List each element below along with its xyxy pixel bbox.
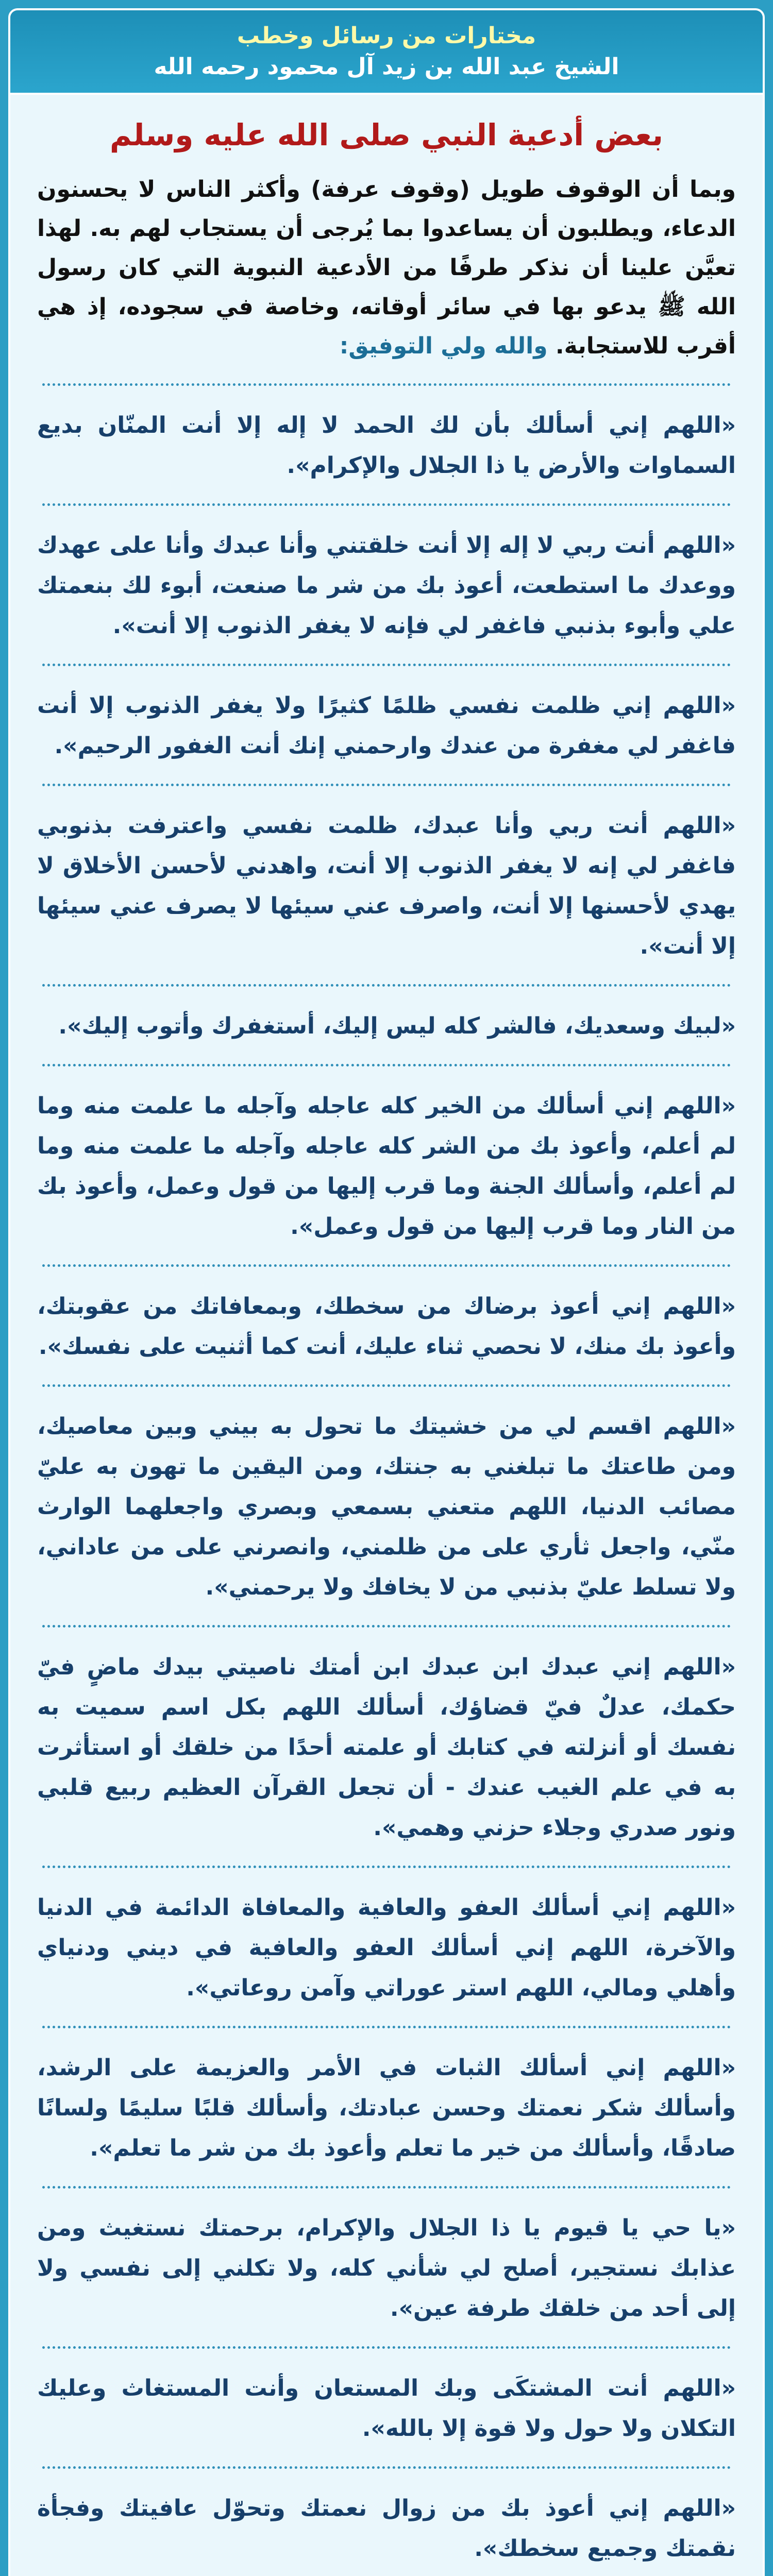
intro-paragraph bbox=[37, 170, 736, 366]
dua-item: «اللهم إني أعوذ بك من زوال نعمتك وتحوّل عافيتك وفجأة نقمتك وجميع سخطك». bbox=[37, 2495, 736, 2562]
dua-item: «اللهم أنت ربي لا إله إلا أنت خلقتني وأنا عبدك وأنا على عهدك ووعدك ما استطعت، أعوذ بك من شر ما صنعت، أبوء لك بنعمتك علي وأبوء بذنبي فاغفر لي فإنه لا يغفر الذنوب إلا أنت». bbox=[37, 532, 736, 639]
header-banner bbox=[10, 10, 763, 95]
divider bbox=[42, 1625, 731, 1628]
dua-item: «اللهم إني ظلمت نفسي ظلمًا كثيرًا ولا يغفر الذنوب إلا أنت فاغفر لي مغفرة من عندك وارحمني إنك أنت الغفور الرحيم». bbox=[37, 692, 736, 759]
divider bbox=[42, 2186, 731, 2189]
intro-tail: والله ولي التوفيق: bbox=[339, 333, 556, 359]
divider bbox=[42, 2466, 731, 2469]
page-title: بعض أدعية النبي صلى الله عليه وسلم bbox=[110, 117, 663, 152]
dua-item: «اللهم إني أسألك من الخير كله عاجله وآجله ما علمت منه وما لم أعلم، وأعوذ بك من الشر كله عاجله وآجله ما علمت منه وما لم أعلم، وأسألك الجنة وما قرب إليها من قول وعمل، وأعوذ بك من النار وما قرب إليها من قول وعمل». bbox=[37, 1093, 736, 1240]
divider bbox=[42, 1264, 731, 1267]
dua-item: «اللهم إني أسألك العفو والعافية والمعافاة الدائمة في الدنيا والآخرة، اللهم إني أسألك العفو والعافية في ديني ودنياي وأهلي ومالي، اللهم استر عوراتي وآمن روعاتي». bbox=[37, 1894, 736, 2001]
page-frame bbox=[8, 8, 765, 2576]
dua-item: «لبيك وسعديك، فالشر كله ليس إليك، أستغفرك وأتوب إليك». bbox=[58, 1013, 736, 1039]
dua-item: «اللهم اقسم لي من خشيتك ما تحول به بيني وبين معاصيك، ومن طاعتك ما تبلغني به جنتك، ومن اليقين ما تهون به عليّ مصائب الدنيا، اللهم متعني بسمعي وبصري واجعلهما الوارث منّي، واجعل ثأري على من ظلمني، وانصرني على من عاداني، ولا تسلط عليّ بذنبي من لا يخافك ولا يرحمني». bbox=[37, 1413, 736, 1600]
divider bbox=[42, 784, 731, 786]
dua-item: «اللهم إني أسألك الثبات في الأمر والعزيمة على الرشد، وأسألك شكر نعمتك وحسن عبادتك، وأسألك قلبًا سليمًا ولسانًا صادقًا، وأسألك من خير ما تعلم وأعوذ بك من شر ما تعلم». bbox=[37, 2055, 736, 2161]
header-series-title: مختارات من رسائل وخطب bbox=[237, 23, 536, 49]
divider bbox=[42, 984, 731, 987]
intro-text: وبما أن الوقوف طويل (وقوف عرفة) وأكثر الناس لا يحسنون الدعاء، ويطلبون أن يساعدوا بما يُرجى أن يستجاب لهم به. لهذا تعيَّن علينا أن نذكر طرفًا من الأدعية النبوية التي كان رسول الله ﷺ يدعو بها في سائر أوقاته، وخاصة في سجوده، إذ هي أقرب للاستجابة. bbox=[37, 176, 736, 359]
divider bbox=[42, 503, 731, 506]
divider bbox=[42, 2346, 731, 2349]
divider bbox=[42, 1866, 731, 1868]
divider bbox=[42, 383, 731, 386]
dua-item: «اللهم أنت ربي وأنا عبدك، ظلمت نفسي واعترفت بذنوبي فاغفر لي إنه لا يغفر الذنوب إلا أنت، واهدني لأحسن الأخلاق لا يهدي لأحسنها إلا أنت، واصرف عني سيئها لا يصرف عني سيئها إلا أنت». bbox=[37, 812, 736, 959]
header-author: الشيخ عبد الله بن زيد آل محمود رحمه الله bbox=[154, 54, 619, 80]
dua-item: «اللهم إني عبدك ابن عبدك ابن أمتك ناصيتي بيدك ماضٍ فيّ حكمك، عدلٌ فيّ قضاؤك، أسألك اللهم بكل اسم سميت به نفسك أو أنزلته في كتابك أو علمته أحدًا من خلقك أو استأثرت به في علم الغيب عندك - أن تجعل القرآن العظيم ربيع قلبي ونور صدري وجلاء حزني وهمي». bbox=[37, 1654, 736, 1841]
dua-item: «يا حي يا قيوم يا ذا الجلال والإكرام، برحمتك نستغيث ومن عذابك نستجير، أصلح لي شأني كله، ولا تكلني إلى نفسي ولا إلى أحد من خلقك طرفة عين». bbox=[37, 2215, 736, 2321]
divider bbox=[42, 1384, 731, 1387]
divider bbox=[42, 664, 731, 666]
divider bbox=[42, 2026, 731, 2028]
dua-item: «اللهم إني أسألك بأن لك الحمد لا إله إلا أنت المنّان بديع السماوات والأرض يا ذا الجلال والإكرام». bbox=[37, 412, 736, 479]
dua-item: «اللهم أنت المشتكَى وبك المستعان وأنت المستغاث وعليك التكلان ولا حول ولا قوة إلا بالله». bbox=[37, 2375, 736, 2442]
main-content bbox=[10, 95, 763, 2576]
dua-item: «اللهم إني أعوذ برضاك من سخطك، وبمعافاتك من عقوبتك، وأعوذ بك منك، لا نحصي ثناء عليك، أنت كما أثنيت على نفسك». bbox=[37, 1293, 736, 1360]
divider bbox=[42, 1064, 731, 1066]
